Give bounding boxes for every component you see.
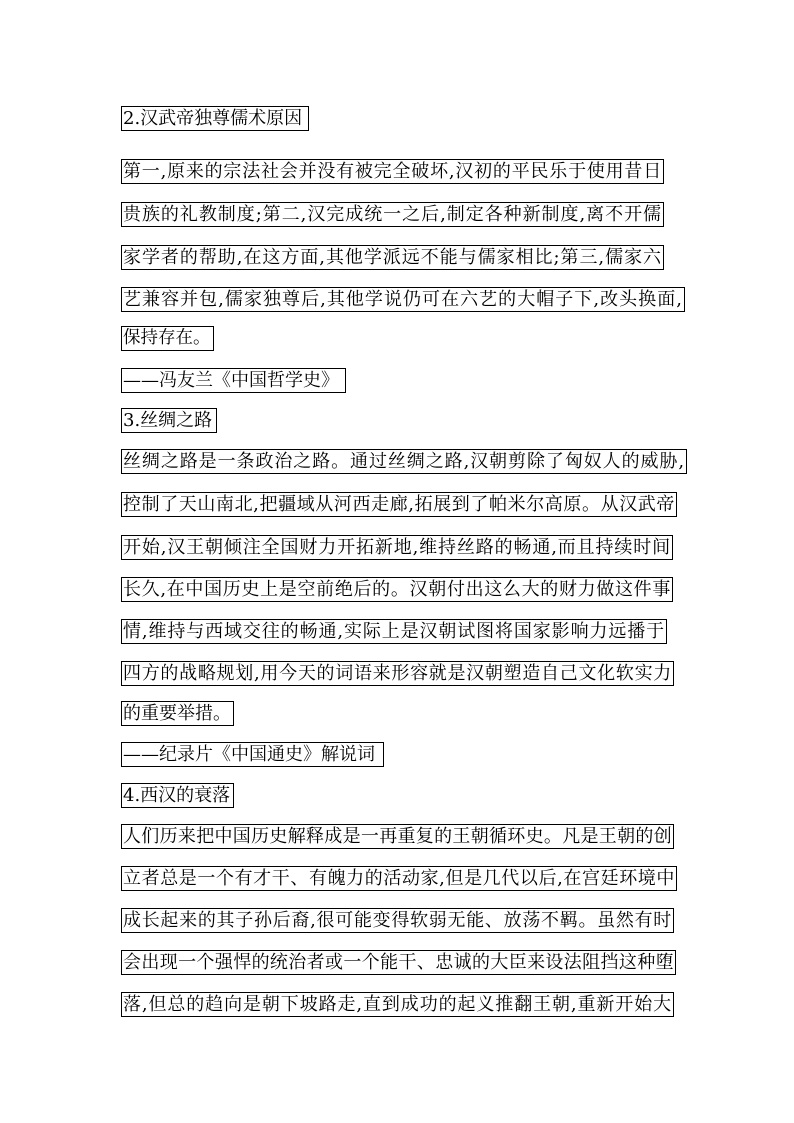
source-citation: ——纪录片《中国通史》解说词 (121, 742, 384, 767)
paragraph-line: 的重要举措。 (121, 701, 234, 726)
paragraph-line: 情,维持与西域交往的畅通,实际上是汉朝试图将国家影响力远播于 (123, 621, 665, 642)
paragraph-line: 落,但总的趋向是朝下坡路走,直到成功的起义推翻王朝,重新开始大 (123, 994, 672, 1015)
paragraph-line: 家学者的帮助,在这方面,其他学派远不能与儒家相比;第三,儒家六 (123, 247, 662, 268)
paragraph-line: 贵族的礼教制度;第二,汉完成统一之后,制定各种新制度,离不开儒 (123, 204, 662, 225)
paragraph-line: 成长起来的其子孙后裔,很可能变得软弱无能、放荡不羁。虽然有时 (123, 910, 672, 931)
paragraph-line: 开始,汉王朝倾注全国财力开拓新地,维持丝路的畅通,而且持续时间 (123, 537, 671, 558)
section-heading: 2.汉武帝独尊儒术原因 (121, 106, 309, 131)
paragraph-line: 艺兼容并包,儒家独尊后,其他学说仍可在六艺的大帽子下,改头换面, (123, 289, 683, 310)
section-heading: 3.丝绸之路 (121, 408, 217, 433)
section-heading: 4.西汉的衰落 (121, 783, 234, 808)
paragraph-line: 控制了天山南北,把疆域从河西走廊,拓展到了帕米尔高原。从汉武帝 (123, 494, 675, 515)
paragraph-line: 人们历来把中国历史解释成是一再重复的王朝循环史。凡是王朝的创 (123, 826, 672, 847)
paragraph-line: 会出现一个强悍的统治者或一个能干、忠诚的大臣来设法阻挡这种堕 (123, 952, 674, 973)
paragraph-line: 丝绸之路是一条政治之路。通过丝绸之路,汉朝剪除了匈奴人的威胁, (123, 451, 685, 472)
paragraph-line: 第一,原来的宗法社会并没有被完全破坏,汉初的平民乐于使用昔日 (123, 161, 662, 182)
paragraph-line: 四方的战略规划,用今天的词语来形容就是汉朝塑造自己文化软实力 (123, 663, 672, 684)
paragraph-line: 长久,在中国历史上是空前绝后的。汉朝付出这么大的财力做这件事 (123, 579, 671, 600)
paragraph-line: 保持存在。 (121, 326, 214, 351)
source-citation: ——冯友兰《中国哲学史》 (121, 368, 346, 393)
paragraph-line: 立者总是一个有才干、有魄力的活动家,但是几代以后,在宫廷环境中 (123, 868, 675, 889)
